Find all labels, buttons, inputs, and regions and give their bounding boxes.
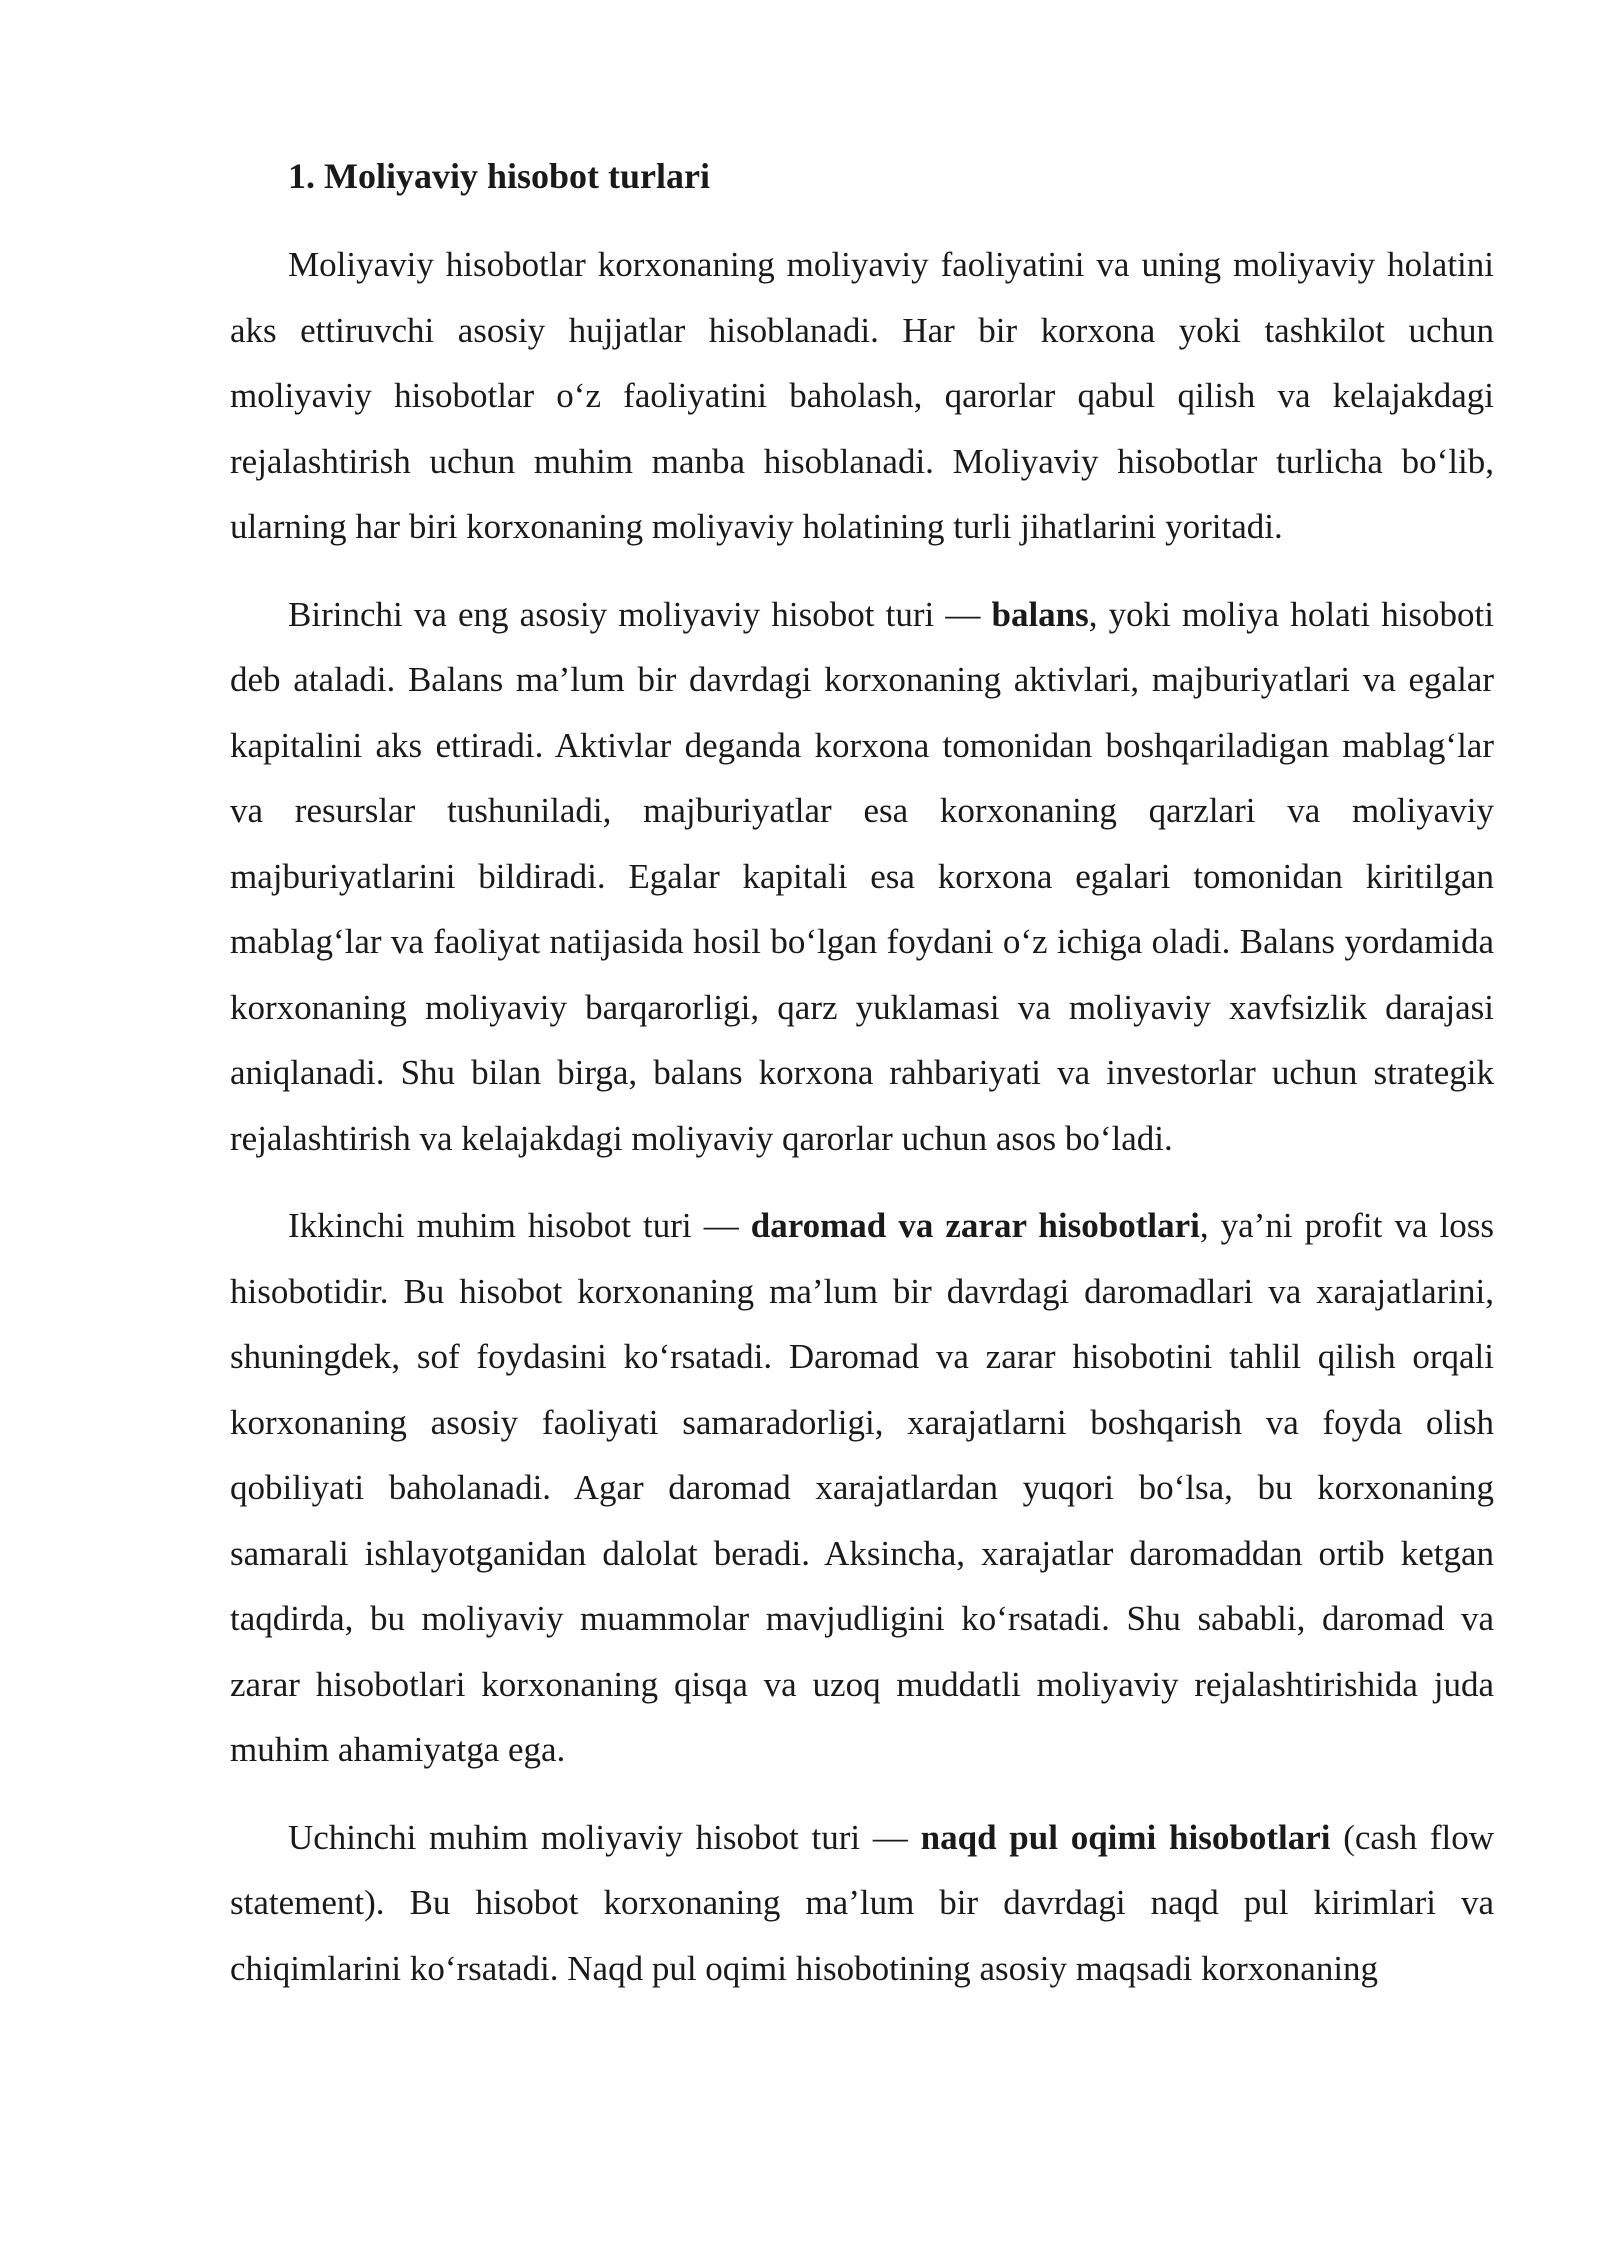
paragraph-text: , yoki moliya holati hisoboti deb ataladi. Balans ma’lum bir davrdagi korxonaning aktivlari, majburiyatlari va egalar kapitalini aks ettiradi. Aktivlar deganda korxona tomonidan boshqariladigan mablag‘lar va resurslar tushuniladi, majburiyatlar esa korxonaning qarzlari va moliyaviy majburiyatlarini bildiradi. Egalar kapitali esa korxona egalari tomonidan kiritilgan mablag‘lar va faoliyat natijasida hosil bo‘lgan foydani o‘z ichiga oladi. Balans yordamida korxonaning moliyaviy barqarorligi, qarz yuklamasi va moliyaviy xavfsizlik darajasi aniqlanadi. Shu bilan birga, balans korxona rahbariyati va investorlar uchun strategik rejalashtirish va kelajakdagi moliyaviy qarorlar uchun asos bo‘ladi. — [230, 594, 1494, 1158]
paragraph-balance — [230, 582, 1494, 1172]
paragraph-text: , ya’ni profit va loss hisobotidir. Bu hisobot korxonaning ma’lum bir davrdagi daromadlari va xarajatlarini, shuningdek, sof foydasini ko‘rsatadi. Daromad va zarar hisobotini tahlil qilish orqali korxonaning asosiy faoliyati samaradorligi, xarajatlarni boshqarish va foyda olish qobiliyati baholanadi. Agar daromad xarajatlardan yuqori bo‘lsa, bu korxonaning samarali ishlayotganidan dalolat beradi. Aksincha, xarajatlar daromaddan ortib ketgan taqdirda, bu moliyaviy muammolar mavjudligini ko‘rsatadi. Shu sababli, daromad va zarar hisobotlari korxonaning qisqa va uzoq muddatli moliyaviy rejalashtirishida juda muhim ahamiyatga ega. — [230, 1206, 1495, 1769]
paragraph-text: Birinchi va eng asosiy moliyaviy hisobot turi — — [288, 594, 992, 634]
paragraph-intro — [230, 232, 1494, 560]
paragraph-text: (cash flow statement). Bu hisobot korxonaning ma’lum bir davrdagi naqd pul kirimlari va chiqimlarini ko‘rsatadi. Naqd pul oqimi hisobotining asosiy maqsadi korxonaning — [230, 1817, 1494, 1988]
term-bold: balans — [991, 594, 1089, 634]
paragraph-cash-flow — [230, 1805, 1494, 2002]
paragraph-text: Ikkinchi muhim hisobot turi — — [288, 1206, 751, 1245]
paragraph-text: Uchinchi muhim moliyaviy hisobot turi — — [288, 1817, 921, 1857]
paragraph-text: Moliyaviy hisobotlar korxonaning moliyaviy faoliyatini va uning moliyaviy holatini aks ettiruvchi asosiy hujjatlar hisoblanadi. Har bir korxona yoki tashkilot uchun moliyaviy hisobotlar o‘z faoliyatini baholash, qarorlar qabul qilish va kelajakdagi rejalashtirish uchun muhim manba hisoblanadi. Moliyaviy hisobotlar turlicha bo‘lib, ularning har biri korxonaning moliyaviy holatining turli jihatlarini yoritadi. — [230, 245, 1494, 546]
document-page — [230, 150, 1494, 2023]
term-bold: naqd pul oqimi hisobotlari — [920, 1817, 1331, 1857]
paragraph-income-statement — [230, 1193, 1494, 1783]
section-heading: 1. Moliyaviy hisobot turlari — [288, 156, 710, 196]
term-bold: daromad va zarar hisobotlari — [750, 1206, 1200, 1245]
